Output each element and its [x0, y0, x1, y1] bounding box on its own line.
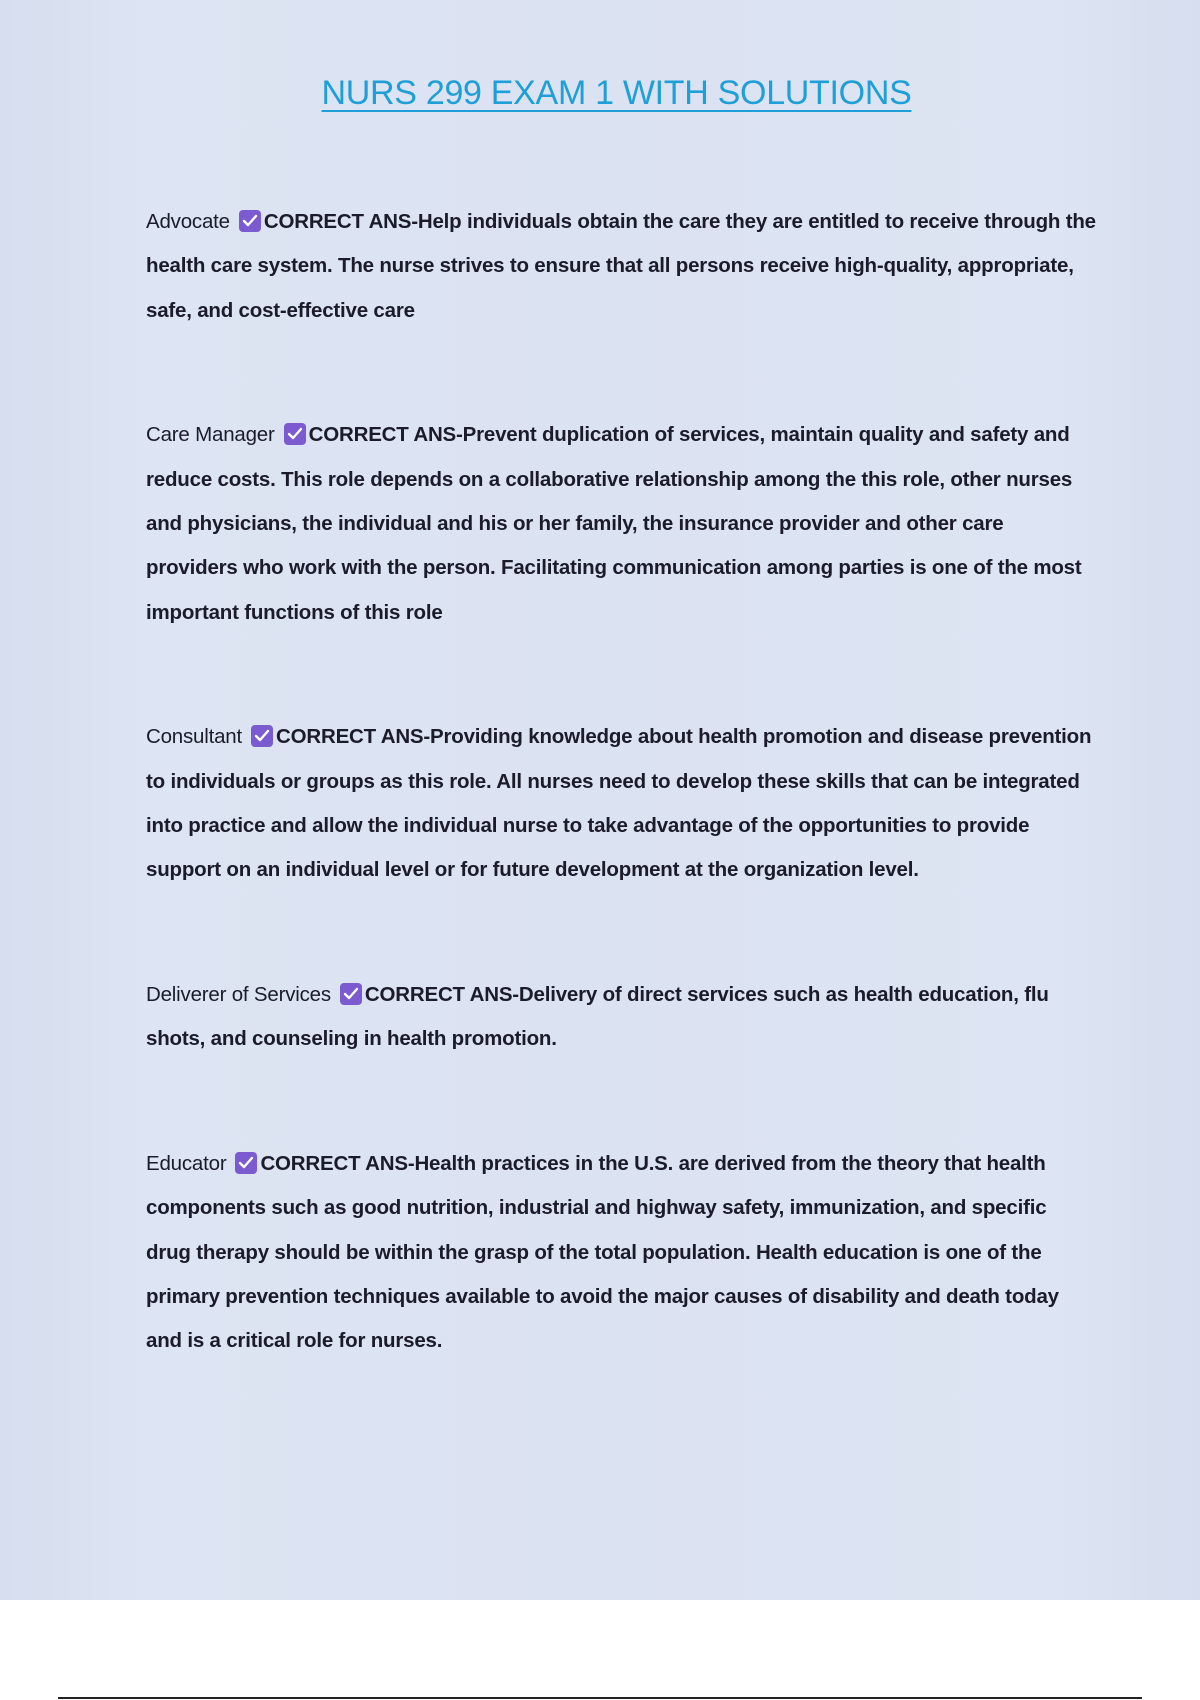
qa-term: Care Manager [146, 423, 275, 447]
qa-item-consultant [146, 715, 1096, 893]
qa-answer: CORRECT ANS-Providing knowledge about health promotion and disease prevention to individuals or groups as this role. All nurses need to develop these skills that can be integrated into practice and allow the individual nurse to take advantage of the opportunities to provide support on an individual level or for future development at the organization level. [146, 725, 1092, 882]
qa-answer: CORRECT ANS-Health practices in the U.S. are derived from the theory that health components such as good nutrition, industrial and highway safety, immunization, and specific drug therapy should be within the grasp of the total population. Health education is one of the primary prevention techniques available to avoid the major causes of disability and death today and is a critical role for nurses. [146, 1151, 1059, 1353]
document-title: NURS 299 EXAM 1 WITH SOLUTIONS [321, 74, 912, 112]
qa-answer: CORRECT ANS-Help individuals obtain the care they are entitled to receive through the health care system. The nurse strives to ensure that all persons receive high-quality, appropriate, safe, and cost-effective care [146, 210, 1096, 322]
qa-list [146, 200, 1096, 1444]
qa-answer: CORRECT ANS-Delivery of direct services such as health education, flu shots, and counseling in health promotion. [146, 982, 1049, 1051]
qa-answer: CORRECT ANS-Prevent duplication of services, maintain quality and safety and reduce costs. This role depends on a collaborative relationship among the this role, other nurses and physicians, the individual and his or her family, the insurance provider and other care providers who work with the person. Facilitating communication among parties is one of the most important functions of this role [146, 423, 1082, 624]
qa-item-advocate [146, 200, 1096, 333]
checkbox-checked-icon [340, 983, 362, 1005]
qa-item-care-manager [146, 413, 1096, 635]
checkbox-checked-icon [239, 210, 261, 232]
checkbox-checked-icon [284, 423, 306, 445]
checkbox-checked-icon [251, 725, 273, 747]
qa-term: Deliverer of Services [146, 982, 331, 1006]
footer-divider [58, 1697, 1142, 1699]
qa-term: Advocate [146, 210, 230, 233]
qa-term: Educator [146, 1151, 227, 1175]
qa-term: Consultant [146, 725, 243, 749]
checkbox-checked-icon [235, 1152, 257, 1174]
qa-item-educator [146, 1142, 1096, 1364]
qa-item-deliverer-of-services [146, 973, 1096, 1062]
